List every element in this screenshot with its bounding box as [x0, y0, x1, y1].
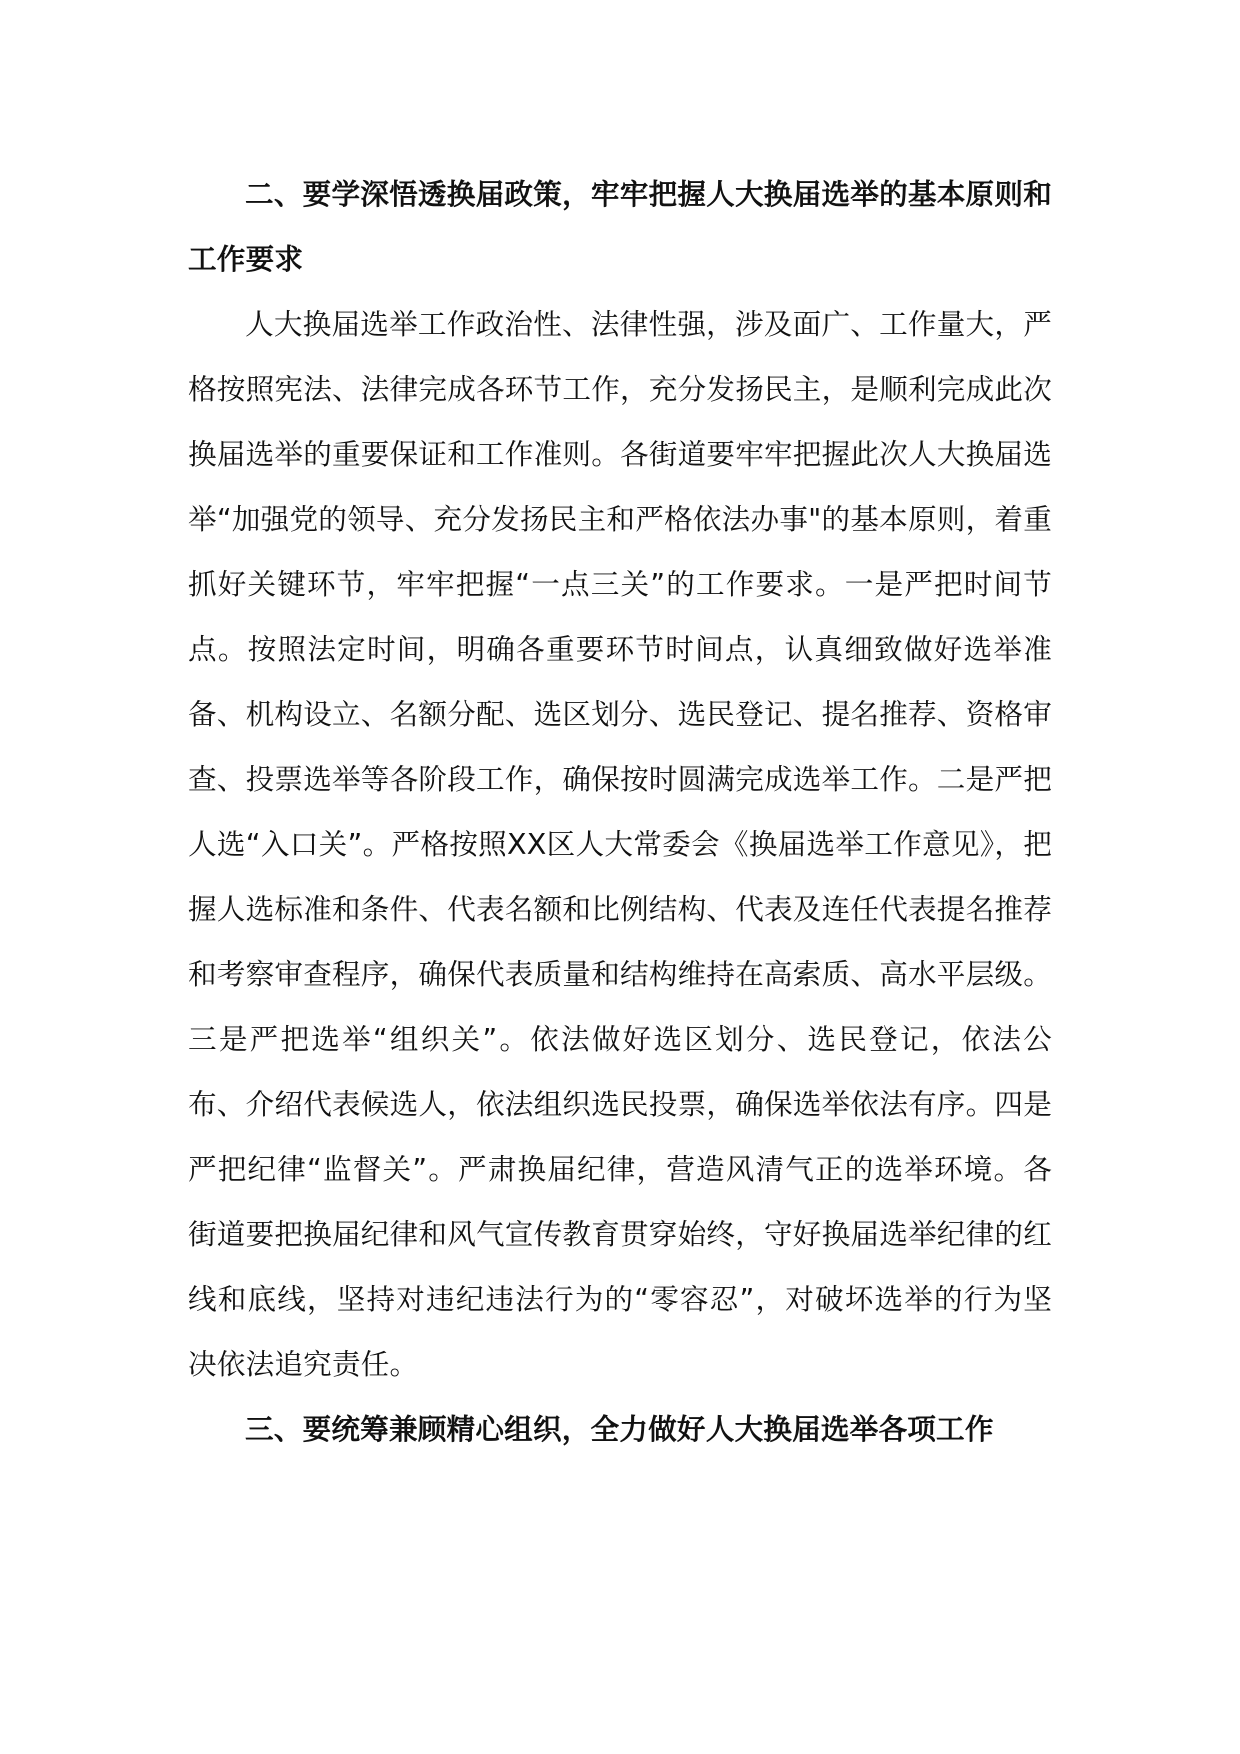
document-body [188, 162, 1052, 1462]
section-heading-two: 二、要学深悟透换届政策，牢牢把握人大换届选举的基本原则和工作要求 [188, 177, 1052, 276]
section-heading-three: 三、要统筹兼顾精心组织，全力做好人大换届选举各项工作 [245, 1412, 994, 1446]
body-paragraph: 人大换届选举工作政治性、法律性强，涉及面广、工作量大，严格按照宪法、法律完成各环节工作，充分发扬民主，是顺利完成此次换届选举的重要保证和工作准则。各街道要牢牢把握此次人大换届选举“加强党的领导、充分发扬民主和严格依法办事"的基本原则，着重抓好关键环节，牢牢把握“一点三关”的工作要求。一是严把时间节点。按照法定时间，明确各重要环节时间点，认真细致做好选举准备、机构设立、名额分配、选区划分、选民登记、提名推荐、资格审查、投票选举等各阶段工作，确保按时圆满完成选举工作。二是严把人选“入口关”。严格按照XX区人大常委会《换届选举工作意见》，把握人选标准和条件、代表名额和比例结构、代表及连任代表提名推荐和考察审查程序，确保代表质量和结构维持在高索质、高水平层级。三是严把选举“组织关”。依法做好选区划分、选民登记，依法公布、介绍代表候选人，依法组织选民投票，确保选举依法有序。四是严把纪律“监督关”。严肃换届纪律，营造风清气正的选举环境。各街道要把换届纪律和风气宣传教育贯穿始终，守好换届选举纪律的红线和底线，坚持对违纪违法行为的“零容忍”，对破坏选举的行为坚决依法追究责任。 [188, 307, 1052, 1381]
